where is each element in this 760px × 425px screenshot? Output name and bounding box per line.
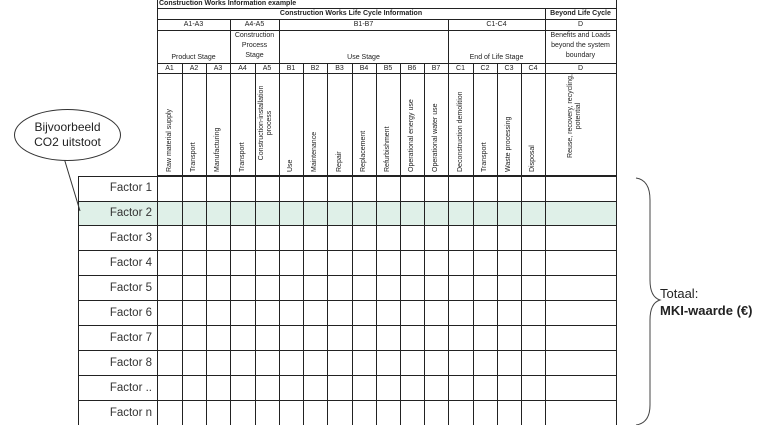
factor-label: Factor 4 <box>109 257 152 269</box>
factor-label: Factor .. <box>109 382 152 394</box>
module-name: Operational water use <box>432 103 439 172</box>
module-name: Construction-installation process <box>258 85 273 161</box>
group-name: Product Stage <box>171 54 216 61</box>
total-label: Totaal: <box>660 286 699 301</box>
module-code: B1 <box>286 65 296 72</box>
module-name: Deconstruction demolition <box>457 91 464 172</box>
module-code: B5 <box>383 65 393 72</box>
callout-line: CO2 uitstoot <box>34 135 101 149</box>
module-name: Disposal <box>529 145 536 172</box>
group-code: A4-A5 <box>244 21 265 28</box>
factor-label: Factor 2 <box>109 207 152 219</box>
module-code: C1 <box>456 65 465 72</box>
module-name: Transport <box>481 142 488 172</box>
module-name: Transport <box>239 142 246 172</box>
module-name: Manufacturing <box>214 127 221 172</box>
table-title: Construction Works Information example <box>159 0 297 7</box>
module-name: Replacement <box>360 130 367 172</box>
group-name: Construction Process Stage <box>234 32 275 59</box>
group-name: Benefits and Loads beyond the system boundary <box>550 32 611 59</box>
group-code: D <box>577 21 584 28</box>
module-code: A4 <box>238 65 247 72</box>
module-name: Reuse, recovery, recycling, potential <box>567 74 582 158</box>
module-name: Waste processing <box>505 116 512 172</box>
group-code: B1-B7 <box>353 21 374 28</box>
module-code: C3 <box>504 65 514 72</box>
module-code: C2 <box>480 65 490 72</box>
callout-line: Bijvoorbeeld <box>34 120 101 134</box>
factor-label: Factor 6 <box>109 307 152 319</box>
module-name: Transport <box>190 142 197 172</box>
example-callout <box>14 109 121 161</box>
module-code: A1 <box>165 65 174 72</box>
factor-label: Factor 3 <box>109 232 152 244</box>
module-name: Operational energy use <box>408 99 415 172</box>
module-code: D <box>577 65 584 72</box>
module-code: B7 <box>431 65 441 72</box>
factor-label: Factor n <box>109 407 152 419</box>
module-name: Use <box>287 159 294 172</box>
module-name: Raw material supply <box>166 108 173 172</box>
module-code: C4 <box>528 65 538 72</box>
factor-label: Factor 8 <box>109 357 152 369</box>
lifecycle-heading: Construction Works Life Cycle Information <box>279 10 423 17</box>
group-code: A1-A3 <box>183 21 204 28</box>
module-code: A3 <box>213 65 223 72</box>
module-name: Refurbishment <box>384 126 391 172</box>
module-code: B2 <box>310 65 320 72</box>
factor-label: Factor 7 <box>109 332 152 344</box>
factor-label: Factor 5 <box>109 282 152 294</box>
total-value-label: MKI-waarde (€) <box>660 303 753 318</box>
module-code: B3 <box>335 65 344 72</box>
group-code: C1-C4 <box>486 21 507 28</box>
module-name: Maintenance <box>311 131 318 172</box>
factor-label: Factor 1 <box>109 182 152 194</box>
module-code: B4 <box>359 65 369 72</box>
beyond-lifecycle-heading: Beyond Life Cycle <box>550 10 611 17</box>
group-name: Use Stage <box>347 54 380 61</box>
group-name: End of Life Stage <box>469 54 524 61</box>
module-name: Repair <box>336 151 343 172</box>
module-code: A2 <box>189 65 199 72</box>
module-code: B6 <box>407 65 417 72</box>
module-code: A5 <box>262 65 272 72</box>
total-brace <box>636 178 660 425</box>
